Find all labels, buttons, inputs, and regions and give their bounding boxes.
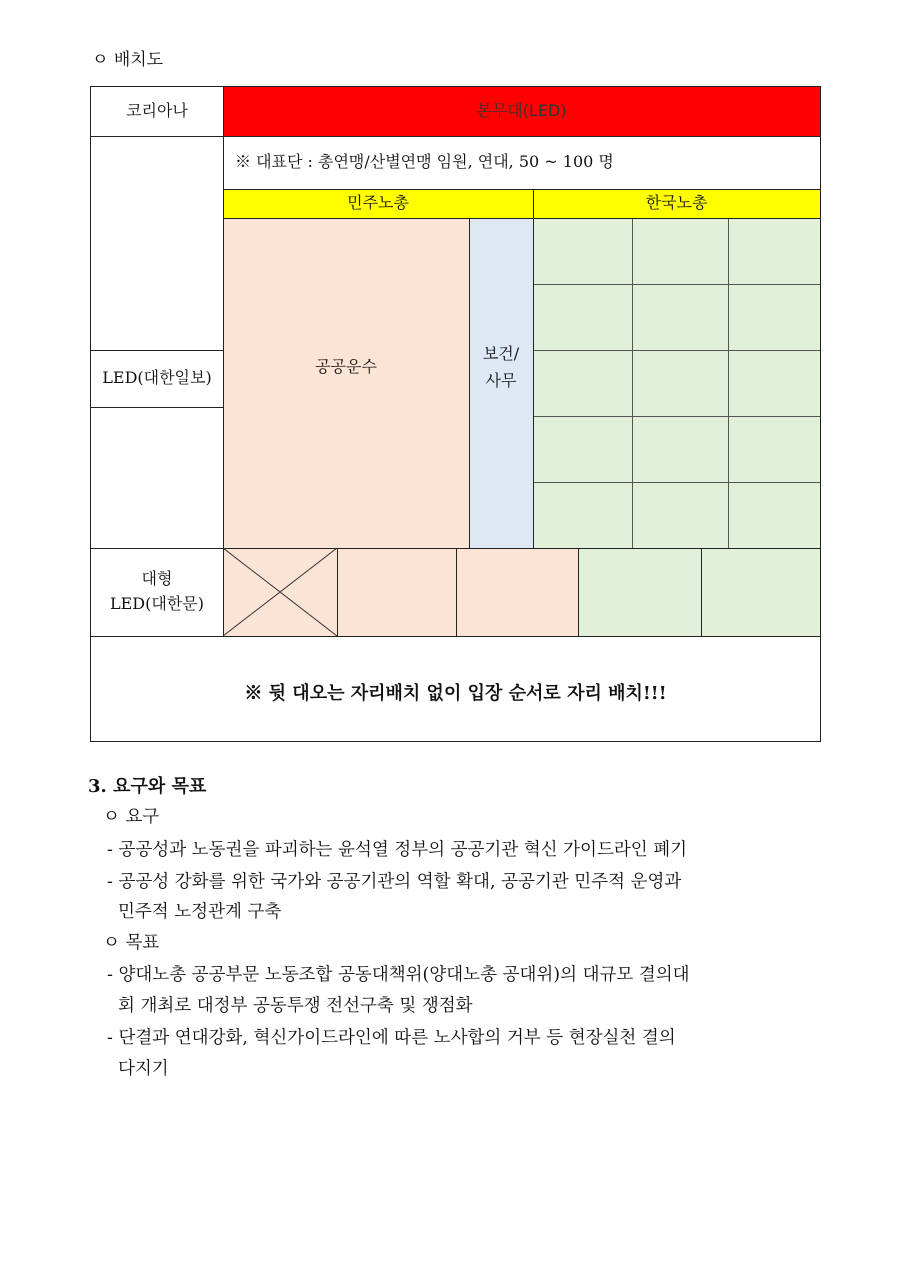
table-line-kctu-divider	[533, 189, 534, 548]
goal-1-line2: 회 개최로 대정부 공동투쟁 전선구축 및 쟁점화	[118, 996, 473, 1016]
bottom-kctu-block-2	[337, 548, 456, 636]
table-line-led1	[90, 350, 223, 351]
kctu-label: 민주노총	[347, 193, 409, 213]
bottom-divider-2	[456, 548, 457, 636]
goal-1-line1: - 양대노총 공공부문 노동조합 공동대책위(양대노총 공대위)의 대규모 결의대	[107, 965, 690, 985]
table-line-bottom	[90, 741, 821, 742]
representatives-label: ※ 대표단 : 총연맹/산별연맹 임원, 연대, 50 ~ 100 명	[235, 152, 614, 172]
table-line-led2	[90, 407, 223, 408]
bottom-fktu-block-2	[701, 548, 820, 636]
led-hankook-label: LED(대한일보)	[102, 368, 212, 388]
fktu-area	[533, 218, 820, 548]
goal-2-line2: 다지기	[118, 1059, 169, 1079]
large-led-label-2: LED(대한문)	[110, 594, 204, 613]
table-line-col1	[223, 86, 224, 636]
goals-heading: ㅇ 목표	[103, 933, 160, 953]
large-led-label-1: 대형	[141, 569, 173, 589]
demand-1: - 공공성과 노동권을 파괴하는 윤석열 정부의 공공기관 혁신 가이드라인 폐기	[107, 840, 688, 860]
large-led-cell	[91, 548, 223, 636]
table-line-right	[820, 86, 821, 742]
main-stage-label: 본무대(LED)	[476, 101, 567, 121]
health-office-label-1: 보건/	[482, 344, 520, 364]
demand-2-line2: 민주적 노정관계 구축	[118, 902, 282, 922]
bottom-kctu-block-3	[456, 548, 578, 636]
fktu-grid-h3	[533, 416, 820, 417]
table-line-1	[90, 136, 821, 137]
bottom-fktu-block-1	[578, 548, 701, 636]
korea-arena-cell	[91, 87, 223, 136]
fktu-label: 한국노총	[645, 193, 708, 213]
layout-heading: ㅇ 배치도	[92, 50, 164, 70]
fktu-grid-h1	[533, 284, 820, 285]
notice-row	[91, 636, 820, 741]
public-transport-area	[223, 218, 469, 548]
table-line-2	[223, 189, 821, 190]
health-office-area	[469, 218, 533, 548]
goal-2-line1: - 단결과 연대강화, 혁신가이드라인에 따른 노사합의 거부 등 현장실천 결의	[107, 1028, 676, 1048]
table-line-top	[90, 86, 821, 87]
led-hankook-cell	[91, 350, 223, 407]
kctu-header	[223, 189, 533, 218]
section-title: 3. 요구와 목표	[88, 776, 207, 797]
notice-label: ※ 뒷 대오는 자리배치 없이 입장 순서로 자리 배치!!!	[244, 682, 667, 704]
main-stage	[223, 87, 820, 136]
bottom-divider-4	[701, 548, 702, 636]
table-line-5	[90, 636, 821, 637]
table-line-3	[223, 218, 821, 219]
fktu-grid-h2	[533, 350, 820, 351]
demands-heading: ㅇ 요구	[103, 807, 160, 827]
fktu-grid-v1	[632, 218, 633, 548]
demand-2-line1: - 공공성 강화를 위한 국가와 공공기관의 역할 확대, 공공기관 민주적 운영과	[107, 872, 682, 892]
representatives-row	[223, 136, 820, 189]
public-transport-label: 공공운수	[315, 356, 377, 376]
fktu-header	[533, 189, 820, 218]
korea-arena-label: 코리아나	[126, 101, 188, 121]
table-line-left	[90, 86, 91, 742]
bottom-divider-1	[337, 548, 338, 636]
fktu-grid-h4	[533, 482, 820, 483]
bottom-divider-3	[578, 548, 579, 636]
blocked-cell-cross	[223, 548, 337, 636]
fktu-grid-v2	[728, 218, 729, 548]
health-office-label-2: 사무	[485, 371, 517, 390]
table-line-health-divider	[469, 218, 470, 548]
